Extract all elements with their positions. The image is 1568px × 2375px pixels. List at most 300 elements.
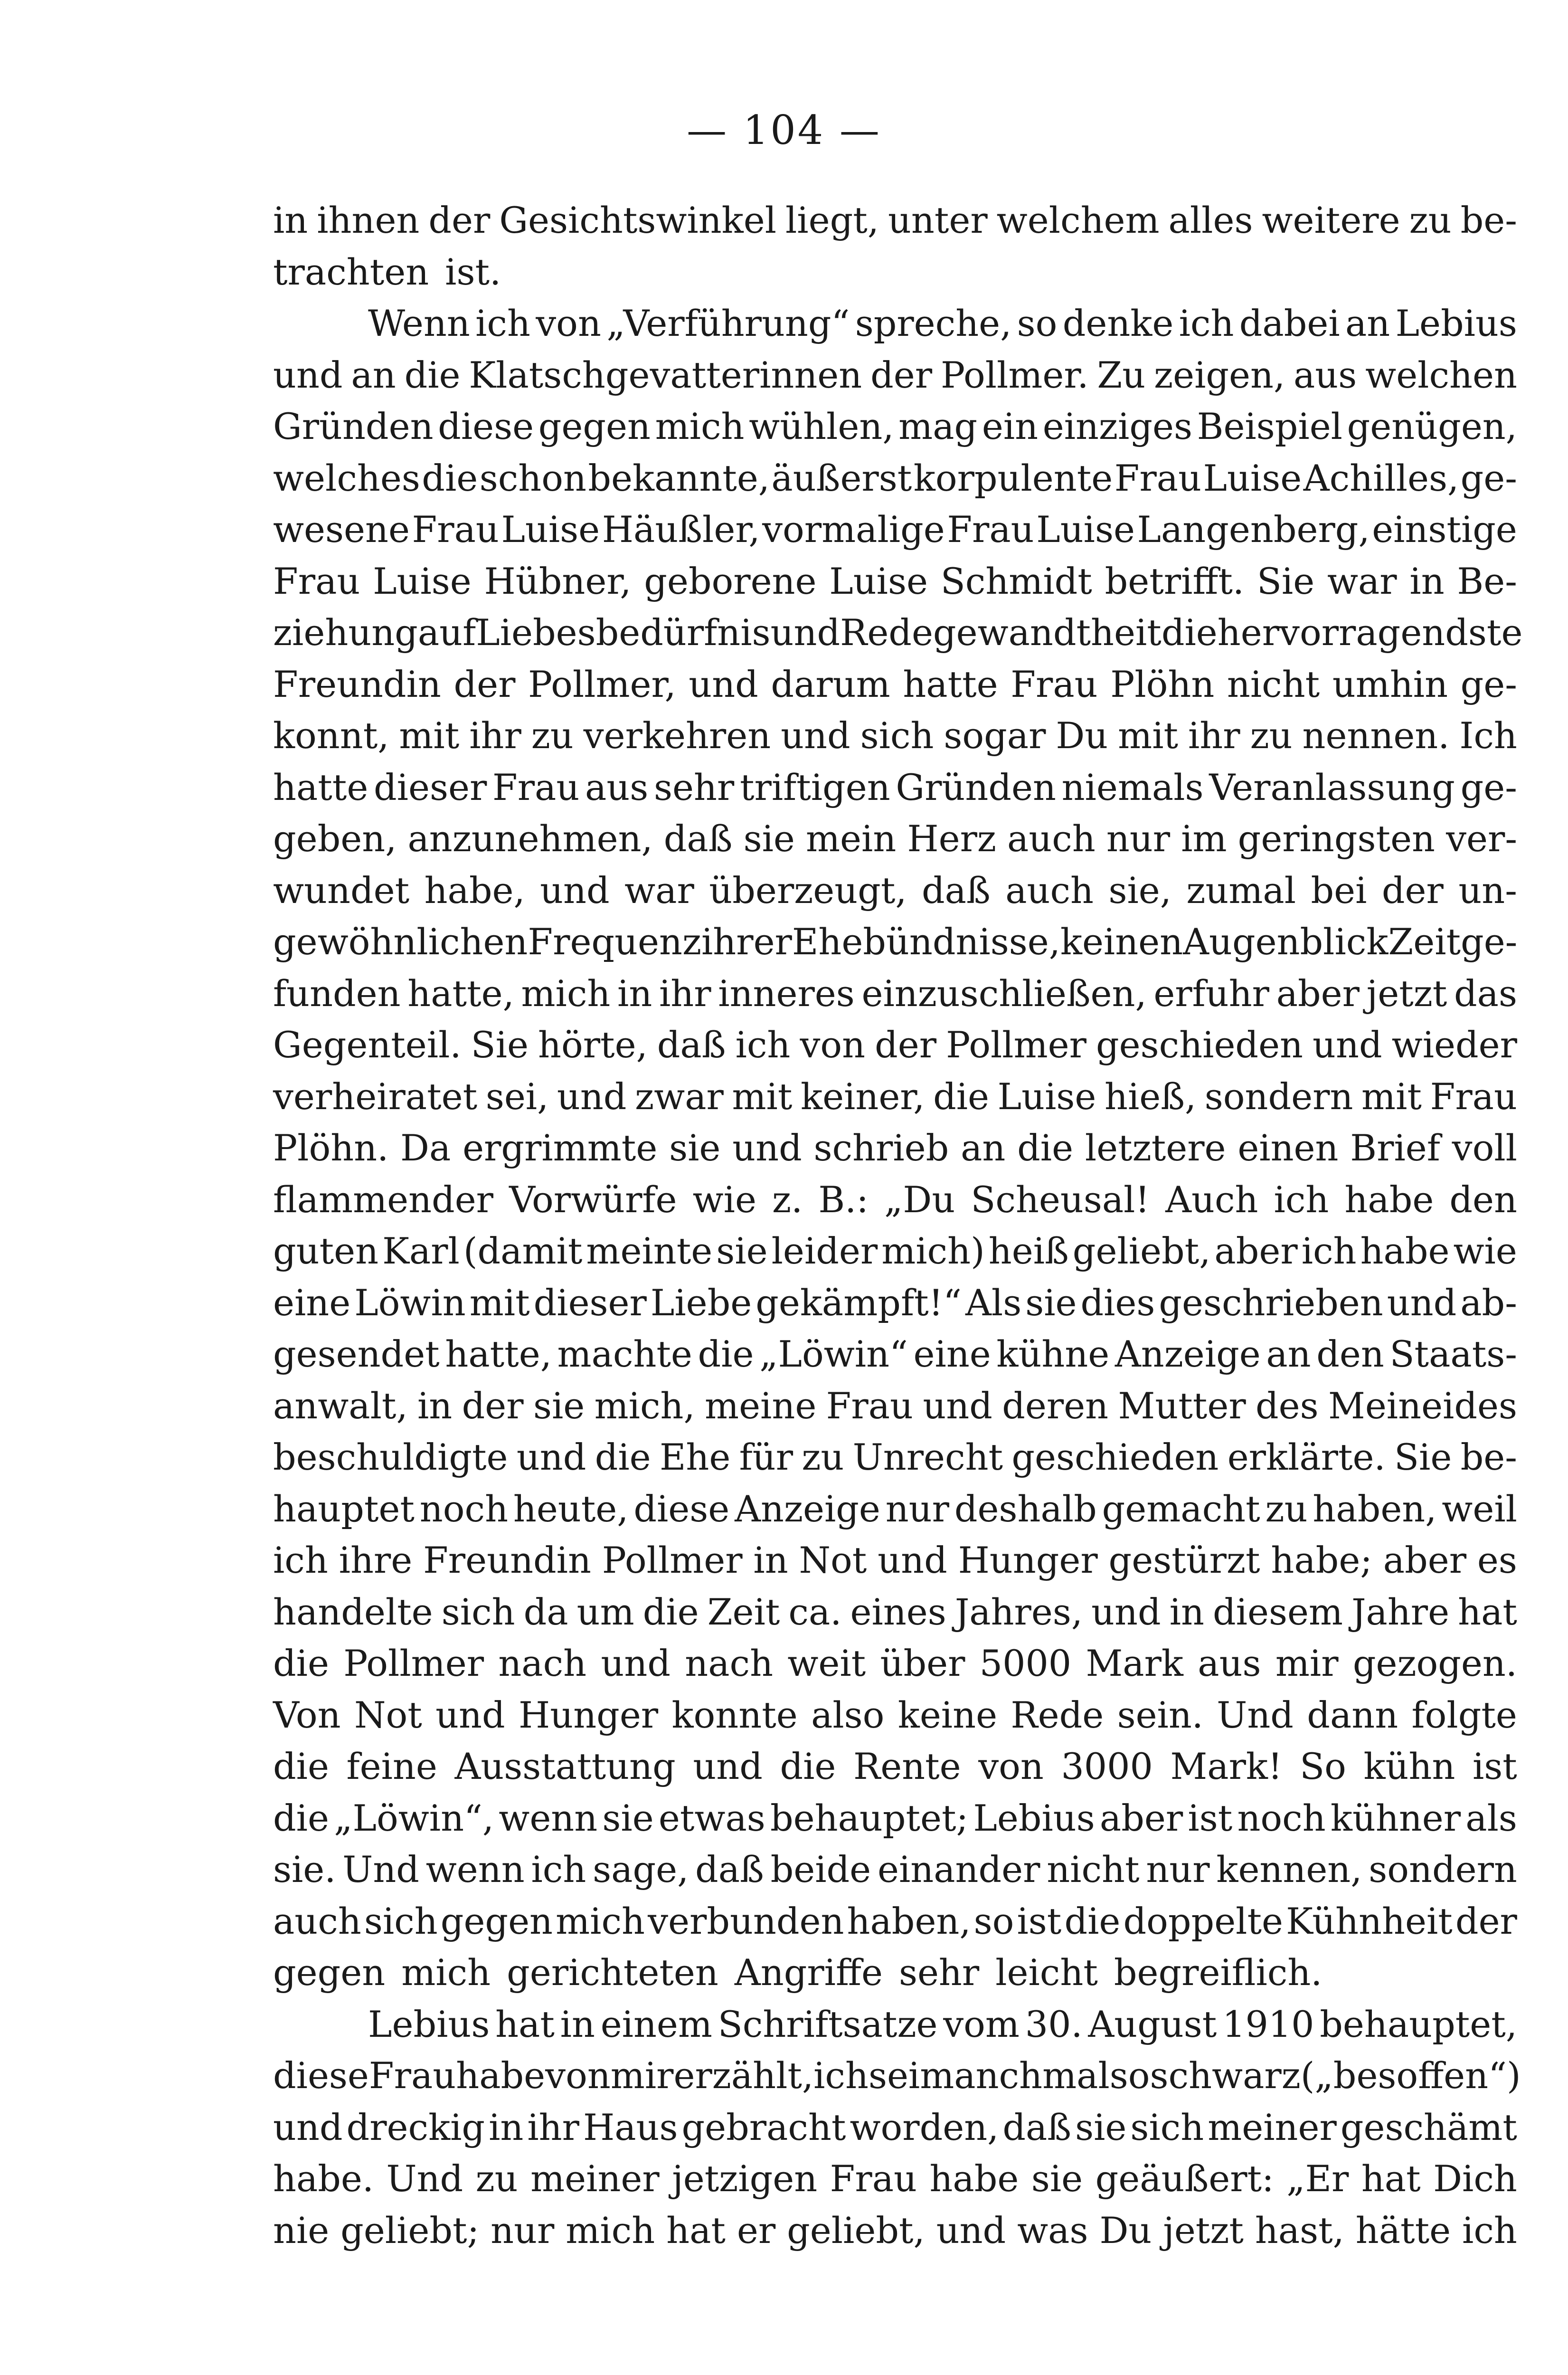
word: Löwin [354, 1281, 466, 1324]
word: sie, [1108, 869, 1171, 912]
word: Von [273, 1693, 341, 1736]
word: ihrer [701, 921, 792, 963]
word: Augenblick [1183, 921, 1389, 963]
word: deren [1002, 1384, 1109, 1427]
word: diese [273, 2054, 369, 2097]
word: gemacht [1102, 1487, 1260, 1530]
word: ist [1017, 1900, 1062, 1942]
word: Als [965, 1281, 1022, 1324]
text-line [273, 298, 1517, 350]
word: be- [1460, 199, 1517, 241]
word: gewöhnlichen [273, 921, 528, 963]
word: nach [498, 1642, 587, 1684]
word: nach [685, 1642, 774, 1684]
word: und [540, 869, 610, 912]
word: mein [805, 817, 897, 860]
word: verheiratet [273, 1075, 478, 1118]
word: korpulente [913, 456, 1113, 499]
word: gegen [273, 1951, 386, 1994]
word: war [624, 869, 694, 912]
word: „Verführung“ [606, 302, 850, 344]
word: ich [475, 302, 530, 344]
word: noch [1237, 1796, 1326, 1839]
text-line [273, 195, 1517, 247]
word: Ehebündnisse, [792, 921, 1060, 963]
text-line [273, 1947, 1517, 1999]
text-line [273, 916, 1517, 968]
text-line [273, 1638, 1517, 1690]
word: gesendet [273, 1333, 440, 1375]
word: kühner [1330, 1796, 1461, 1839]
word: Vorwürfe [509, 1178, 677, 1221]
word: gebracht [681, 2106, 846, 2148]
word: ich [1462, 2209, 1517, 2252]
word: beide [770, 1848, 871, 1890]
word: einen [1237, 1127, 1339, 1169]
word: Frau [1114, 456, 1202, 499]
word: sie [602, 1796, 654, 1839]
word: da [523, 1590, 568, 1633]
word: Pollmer [343, 1642, 484, 1684]
word: noch [419, 1487, 509, 1530]
word: Zeit [707, 1590, 780, 1633]
word: hauptet [273, 1487, 415, 1530]
word: heiß [988, 1230, 1069, 1272]
word: so [1109, 2054, 1150, 2097]
word: ich [1179, 302, 1234, 344]
word: diese [633, 1487, 730, 1530]
word: meiner [1208, 2106, 1337, 2148]
word: Rente [853, 1745, 961, 1787]
word: er [737, 2209, 776, 2252]
word: ihre [339, 1539, 413, 1581]
word: in [417, 1384, 453, 1427]
word: Lebius [1395, 302, 1517, 344]
word: in [1169, 1590, 1204, 1633]
word: die [1161, 611, 1218, 654]
word: Wenn [368, 302, 470, 344]
word: habe [1360, 1230, 1450, 1272]
word: von [978, 1745, 1044, 1787]
word: ich [1301, 1230, 1357, 1272]
word: erklärte. [1227, 1436, 1386, 1478]
word: begreiflich. [1114, 1951, 1322, 1994]
word: ver- [1446, 817, 1517, 860]
text-line [273, 1741, 1517, 1793]
word: („besoffen“) [1300, 2054, 1521, 2097]
word: hatte [903, 663, 998, 705]
word: ich [273, 1539, 328, 1581]
word: habe; [1271, 1539, 1372, 1581]
word: hörte, [538, 1024, 648, 1066]
word: und [273, 353, 343, 396]
word: in [753, 1539, 788, 1581]
word: handelte [273, 1590, 433, 1633]
word: dreckig [346, 2106, 485, 2148]
word: vom [943, 2003, 1020, 2045]
word: gerichteten [507, 1951, 718, 1994]
word: aus [1294, 353, 1357, 396]
word: Auch [1165, 1178, 1258, 1221]
word: Plöhn. [273, 1127, 389, 1169]
word: B.: [818, 1178, 869, 1221]
text-line [273, 2050, 1521, 2102]
word: Ehe [659, 1436, 731, 1478]
word: nur [1106, 817, 1171, 860]
word: welchen [1365, 353, 1517, 396]
word: ist [1472, 1745, 1517, 1787]
text-line [273, 607, 1523, 659]
text-line [273, 813, 1517, 865]
word: der [870, 353, 933, 396]
word: konnte [671, 1693, 798, 1736]
word: wesene [273, 508, 410, 551]
word: dieser [533, 1281, 647, 1324]
word: sie [1025, 1281, 1077, 1324]
word: schwarz [1150, 2054, 1301, 2097]
word: Luise [1036, 508, 1135, 551]
word: als [1465, 1796, 1517, 1839]
word: Anzeige [1115, 1333, 1261, 1375]
word: hieß, [1105, 1075, 1197, 1118]
word: ich [813, 2054, 869, 2097]
word: diese [438, 405, 534, 447]
word: geschieden [1011, 1436, 1219, 1478]
word: und [936, 2209, 1006, 2252]
word: Staats- [1389, 1333, 1517, 1375]
word: zu [1250, 714, 1293, 757]
word: Scheusal! [971, 1178, 1150, 1221]
word: zu [802, 1436, 844, 1478]
word: das [1454, 972, 1517, 1015]
word: aber [1276, 972, 1360, 1015]
word: keinen [1060, 921, 1183, 963]
word: Frau [492, 766, 580, 808]
word: nennen. [1302, 714, 1450, 757]
word: meiner [530, 2157, 660, 2200]
word: eine [273, 1281, 351, 1324]
word: konnt, [273, 714, 389, 757]
word: Luise [997, 1075, 1096, 1118]
word: denke [1062, 302, 1174, 344]
word: Freundin [273, 663, 441, 705]
word: hat [495, 2003, 555, 2045]
text-line [273, 1535, 1517, 1586]
word: geliebt, [1072, 1230, 1211, 1272]
word: die [422, 456, 478, 499]
word: sie [1075, 2106, 1127, 2148]
word: und [1091, 1590, 1161, 1633]
word: Mark [1086, 1642, 1183, 1684]
word: mich [401, 1951, 491, 1994]
word: sogar [944, 714, 1046, 757]
word: haben, [847, 1900, 971, 1942]
word: und [693, 1745, 763, 1787]
word: ist [1188, 1796, 1233, 1839]
word: an [351, 353, 396, 396]
word: einzuschließen, [861, 972, 1147, 1015]
word: Redegewandtheit [840, 611, 1162, 654]
word: umhin [1332, 663, 1448, 705]
word: ein [982, 405, 1039, 447]
word: Mark! [1170, 1745, 1283, 1787]
word: Pollmer, [528, 663, 676, 705]
word: „Löwin“, [334, 1796, 494, 1839]
word: so [1017, 302, 1058, 344]
text-line [273, 1174, 1517, 1226]
word: mich, [594, 1384, 695, 1427]
word: in [489, 2106, 524, 2148]
word: zu [531, 714, 574, 757]
page-number: — 104 — [687, 107, 881, 153]
word: Meineides [1328, 1384, 1517, 1427]
text-line [273, 1071, 1517, 1123]
word: zu [1409, 199, 1452, 241]
word: feine [346, 1745, 437, 1787]
word: mit [469, 1281, 530, 1324]
text-line [273, 504, 1517, 556]
word: dies [1080, 1281, 1155, 1324]
word: Kühnheit [1286, 1900, 1453, 1942]
word: Dich [1433, 2157, 1517, 2200]
word: mit [399, 714, 460, 757]
word: Brief [1350, 1127, 1440, 1169]
word: ca. [788, 1590, 842, 1633]
word: hatte, [445, 1333, 552, 1375]
word: August [1088, 2003, 1217, 2045]
word: Be- [1457, 560, 1517, 602]
word: und [770, 611, 841, 654]
word: ab- [1460, 1281, 1517, 1324]
word: Frau [830, 2157, 917, 2200]
word: behauptet; [770, 1796, 969, 1839]
word: einziges [1042, 405, 1192, 447]
word: Plöhn [1110, 663, 1215, 705]
word: Zeit [1388, 921, 1461, 963]
text-line [273, 1586, 1517, 1638]
word: aber [1099, 1796, 1183, 1839]
word: aber [1214, 1230, 1298, 1272]
word: und [878, 1539, 947, 1581]
word: schrieb [813, 1127, 949, 1169]
word: zeigen, [1154, 353, 1285, 396]
word: Veranlassung [1209, 766, 1455, 808]
word: habe [456, 2054, 546, 2097]
word: war [1327, 560, 1397, 602]
word: Pollmer [946, 1024, 1086, 1066]
word: genügen, [1347, 405, 1517, 447]
word: ziehung [273, 611, 418, 654]
word: zumal [1186, 869, 1296, 912]
word: doppelte [1123, 1900, 1283, 1942]
word: Haus [583, 2106, 678, 2148]
word: daß [663, 817, 733, 860]
word: schon [479, 456, 586, 499]
word: ihr [659, 972, 711, 1015]
word: Sie [471, 1024, 529, 1066]
word: und [1313, 1024, 1382, 1066]
text-line [273, 247, 1517, 298]
word: machte [557, 1333, 692, 1375]
word: flammender [273, 1178, 494, 1221]
word: ihr [469, 714, 521, 757]
word: mit [732, 1075, 793, 1118]
word: ergrimmte [463, 1127, 658, 1169]
word: niemals [1061, 766, 1204, 808]
text-line [273, 659, 1517, 711]
word: wenn [499, 1796, 598, 1839]
word: hat [666, 2209, 726, 2252]
word: worden, [850, 2106, 999, 2148]
word: der [1381, 869, 1444, 912]
text-line [273, 2205, 1517, 2257]
word: alles [1168, 199, 1253, 241]
word: geschämt [1340, 2106, 1517, 2148]
word: Zu [1097, 353, 1146, 396]
word: gekämpft!“ [756, 1281, 962, 1324]
word: geliebt; [340, 2209, 480, 2252]
word: manchmal [920, 2054, 1110, 2097]
word: die [780, 1745, 836, 1787]
word: ge- [1460, 663, 1517, 705]
word: 3000 [1061, 1745, 1153, 1787]
word: Gesichtswinkel [499, 199, 777, 241]
word: in [617, 972, 652, 1015]
word: 30. [1025, 2003, 1083, 2045]
word: Anzeige [735, 1487, 880, 1530]
word: kennen, [1216, 1848, 1362, 1890]
word: deshalb [954, 1487, 1097, 1530]
word: mit [1361, 1075, 1422, 1118]
word: hatte [273, 766, 368, 808]
word: hast, [1255, 2209, 1344, 2252]
word: mir [1275, 1642, 1339, 1684]
word: bei [1311, 869, 1367, 912]
word: nicht [1047, 1848, 1140, 1890]
word: den [1316, 1333, 1384, 1375]
word: anzunehmen, [407, 817, 653, 860]
word: „Löwin“ [759, 1333, 908, 1375]
word: ge- [1460, 456, 1517, 499]
word: gegen [538, 405, 651, 447]
word: ihr [1188, 714, 1240, 757]
word: „Er [1286, 2157, 1349, 2200]
word: darum [771, 663, 890, 705]
word: Frau [1011, 663, 1098, 705]
word: kühn [1363, 1745, 1455, 1787]
word: und [557, 1075, 627, 1118]
word: habe [929, 2157, 1019, 2200]
word: Pollmer. [940, 353, 1089, 396]
word: mir [610, 2054, 674, 2097]
word: der [1455, 1900, 1517, 1942]
word: Sie [1394, 1436, 1452, 1478]
word: 1910 [1222, 2003, 1314, 2045]
word: Gründen [896, 766, 1056, 808]
word: Klatschgevatterinnen [469, 353, 862, 396]
word: 5000 [979, 1642, 1072, 1684]
word: sich [441, 1590, 515, 1633]
word: welchem [996, 199, 1160, 241]
word: auch [273, 1900, 361, 1942]
word: daß [1002, 2106, 1072, 2148]
word: geäußert: [1095, 2157, 1274, 2200]
word: beschuldigte [273, 1436, 508, 1478]
word: Ausstattung [454, 1745, 676, 1787]
word: Frequenz [528, 921, 701, 963]
word: verbunden [648, 1900, 844, 1942]
word: sie. [273, 1848, 336, 1890]
word: die [1064, 1900, 1121, 1942]
word: ich [735, 1024, 791, 1066]
text-line [273, 1999, 1517, 2051]
word: überzeugt, [709, 869, 907, 912]
word: und [273, 2106, 343, 2148]
word: sondern [1204, 1075, 1353, 1118]
word: der [428, 199, 491, 241]
word: und [732, 1127, 802, 1169]
word: zu [1265, 1487, 1308, 1530]
word: Hunger [958, 1539, 1098, 1581]
word: Herz [907, 817, 996, 860]
word: Karl [382, 1230, 460, 1272]
word: weit [787, 1642, 866, 1684]
word: sich [1130, 2106, 1204, 2148]
word: „Du [884, 1178, 955, 1221]
word: Not [354, 1693, 422, 1736]
word: aber [1383, 1539, 1467, 1581]
word: daß [921, 869, 991, 912]
word: also [811, 1693, 885, 1736]
word: und [435, 1693, 505, 1736]
word: Frau [273, 560, 360, 602]
word: und [516, 1436, 586, 1478]
word: spreche, [855, 302, 1012, 344]
word: Achilles, [1303, 456, 1459, 499]
word: und [923, 1384, 992, 1427]
word: verkehren [583, 714, 771, 757]
word: Gründen [273, 405, 434, 447]
word: inneres [718, 972, 855, 1015]
word: den [1449, 1178, 1517, 1221]
word: voll [1452, 1127, 1517, 1169]
word: in [560, 2003, 595, 2045]
word: die [273, 1796, 329, 1839]
word: Jahre [1351, 1590, 1450, 1633]
word: mich [655, 405, 745, 447]
word: an [1266, 1333, 1311, 1375]
word: sei, [485, 1075, 549, 1118]
text-line [273, 1380, 1517, 1432]
word: mag [898, 405, 978, 447]
text-line [273, 1844, 1517, 1896]
text-line [273, 1226, 1517, 1277]
word: und [601, 1642, 671, 1684]
word: heute, [513, 1487, 629, 1530]
text-line [273, 762, 1517, 814]
body-text [273, 195, 1523, 2256]
word: die [595, 1436, 651, 1478]
word: zwar [635, 1075, 724, 1118]
word: meinte [586, 1230, 713, 1272]
word: in [1409, 560, 1445, 602]
word: geschrieben [1159, 1281, 1383, 1324]
word: an [961, 1127, 1006, 1169]
word: erzählt, [673, 2054, 814, 2097]
word: So [1300, 1745, 1346, 1787]
word: habe. [273, 2157, 374, 2200]
word: nur [1146, 1848, 1210, 1890]
